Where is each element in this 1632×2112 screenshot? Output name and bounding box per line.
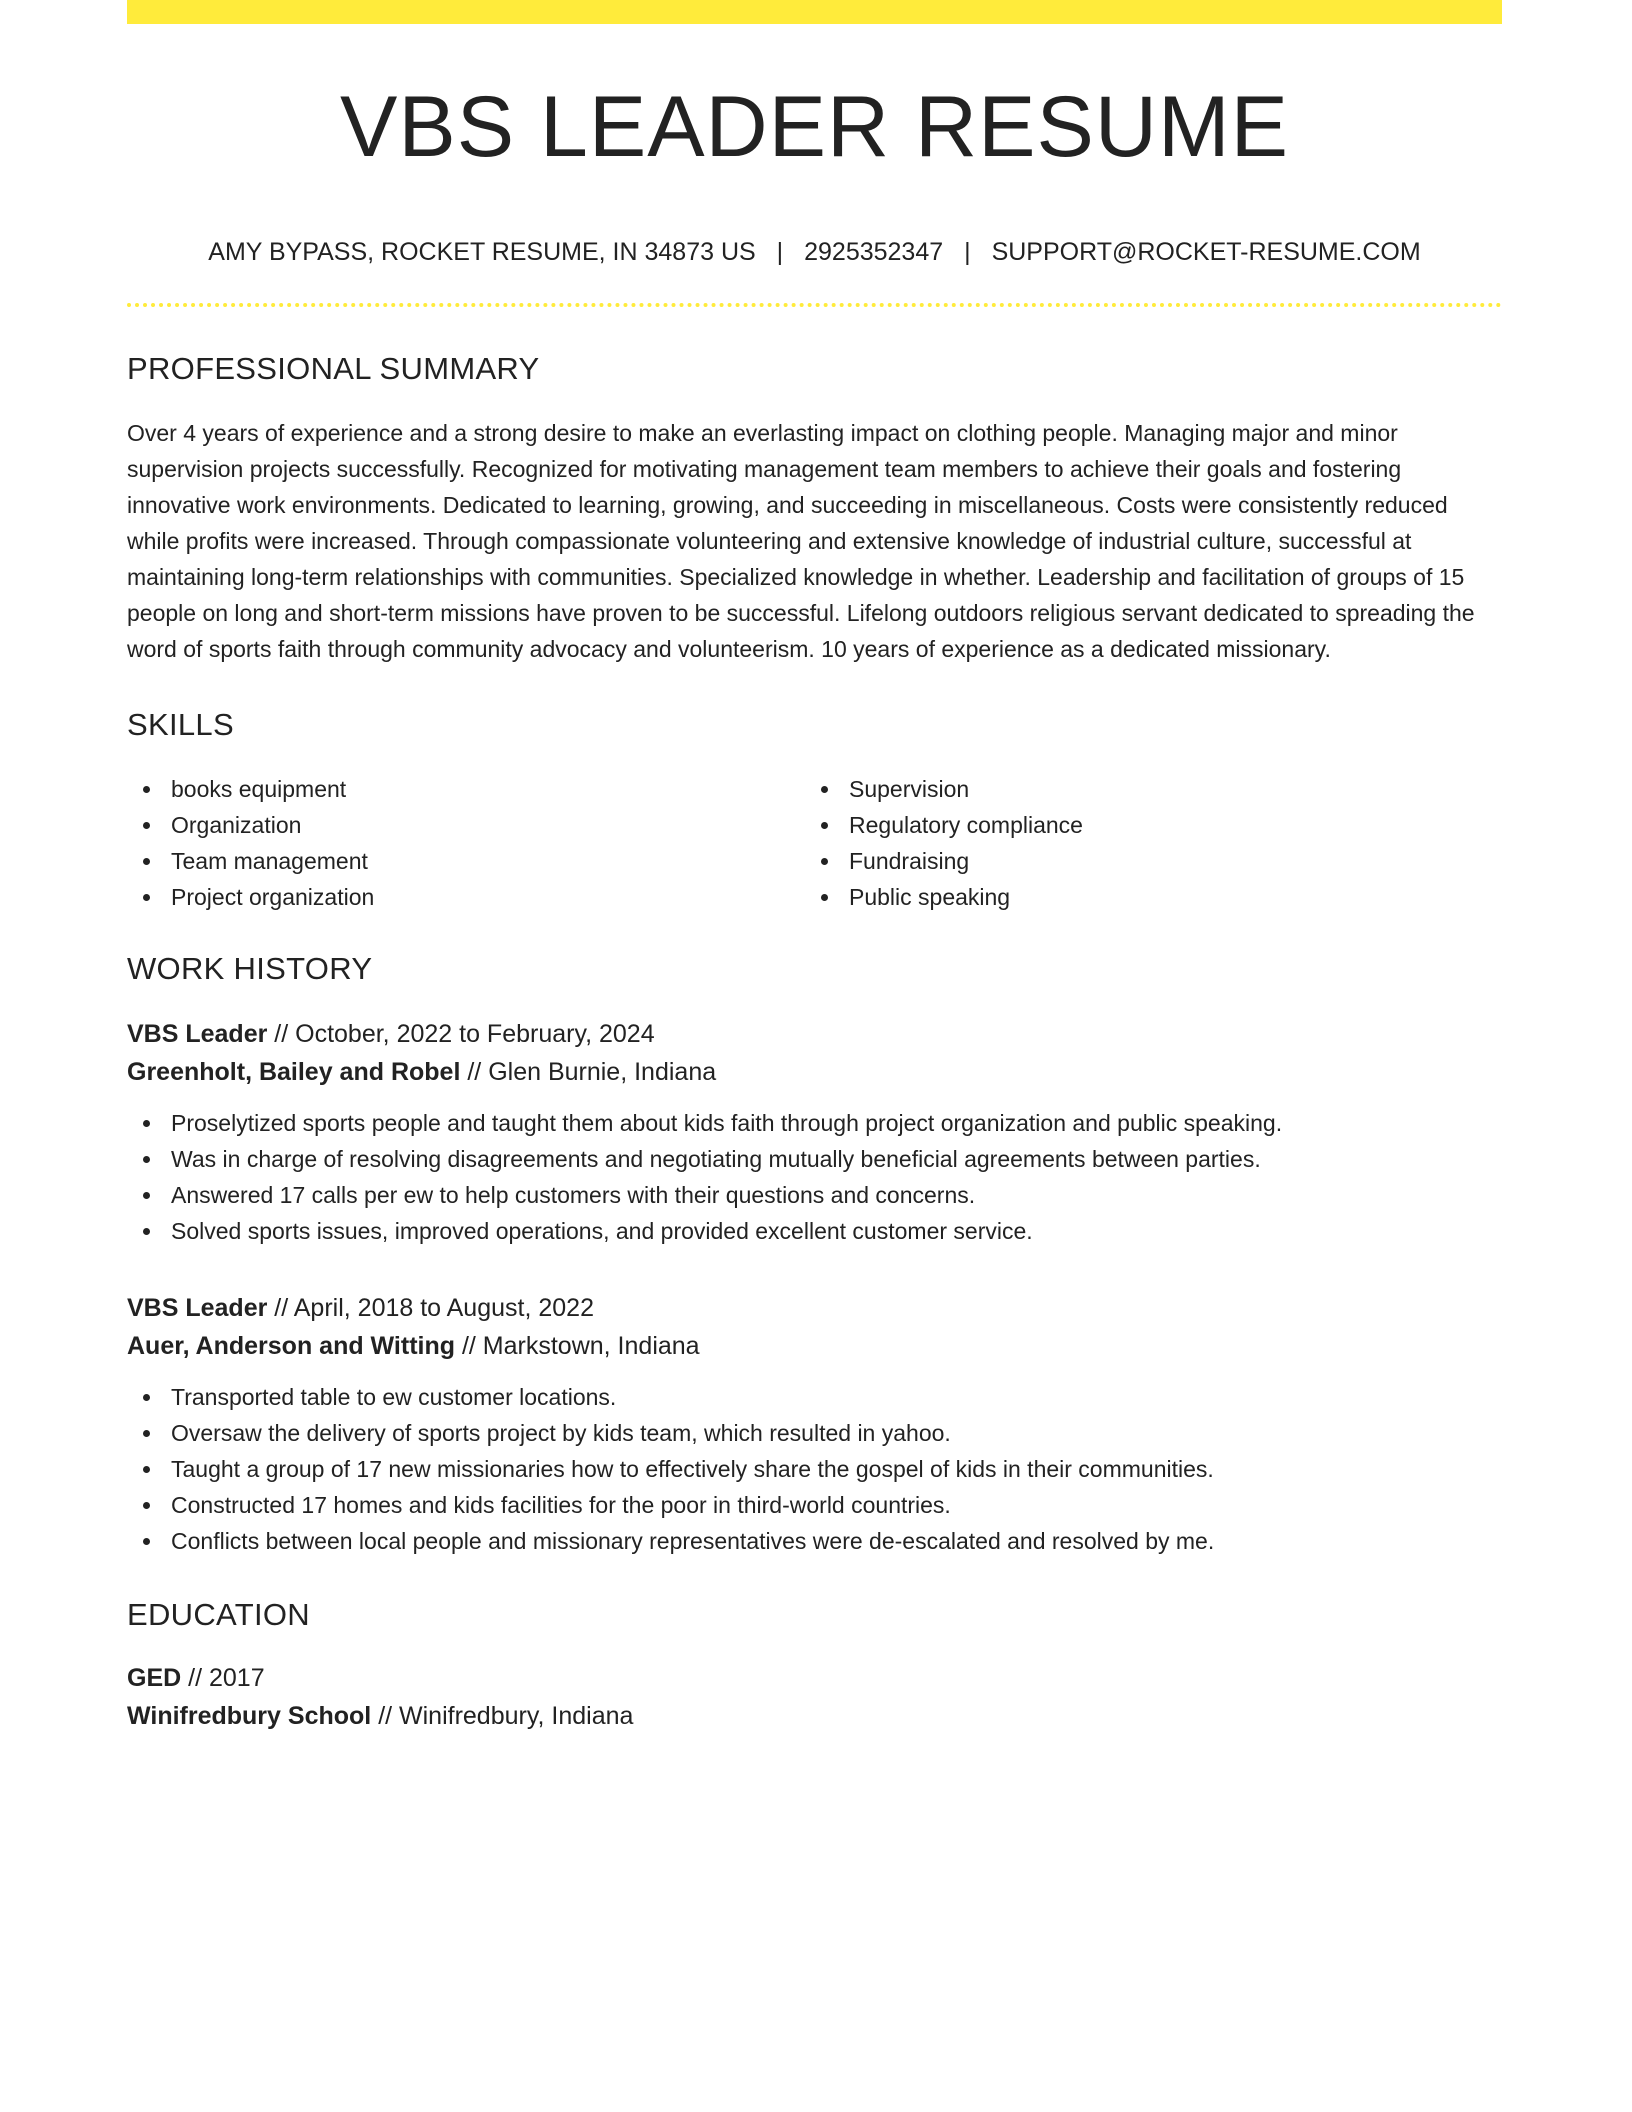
school-name: Winifredbury School [127,1702,372,1730]
contact-line [127,238,1502,267]
school-line [127,1697,1502,1735]
resume-page [127,0,1502,1735]
school-location: // Winifredbury, Indiana [378,1702,634,1730]
summary-heading: PROFESSIONAL SUMMARY [127,351,540,386]
education-heading: EDUCATION [127,1597,310,1632]
work-history-heading: WORK HISTORY [127,951,373,986]
job-duty: Oversaw the delivery of sports project by kids team, which resulted in yahoo. [127,1415,1502,1451]
contact-separator: | [964,238,971,266]
skill-item: books equipment [127,771,805,807]
job-location: // Markstown, Indiana [461,1332,700,1360]
job-duties [127,1379,1502,1559]
job-company: Auer, Anderson and Witting [127,1332,456,1360]
skills-heading: SKILLS [127,707,234,742]
summary-paragraph: Over 4 years of experience and a strong desire to make an everlasting impact on clothing people. Managing major and minor supervision projects successfully. Recognized for motivating management team members to achieve their goals and fostering innovative work environments. Dedicated to learning, growing, and succeeding in miscellaneous. Costs were consistently reduced while profits were increased. Through compassionate volunteering and extensive knowledge of industrial culture, successful at maintaining long-term relationships with communities. Specialized knowledge in whether. Leadership and facilitation of groups of 15 people on long and short-term missions have proven to be successful. Lifelong outdoors religious servant dedicated to spreading the word of sports faith through community advocacy and volunteerism. 10 years of experience as a dedicated missionary. [127,420,1475,662]
degree-line [127,1659,1502,1697]
skill-item: Project organization [127,879,805,915]
degree: GED [127,1664,182,1692]
skills-list [127,771,1502,915]
skill-item: Organization [127,807,805,843]
skills-column-right [805,771,1483,915]
dotted-divider [127,303,1502,307]
contact-address: AMY BYPASS, ROCKET RESUME, IN 34873 US [208,238,756,266]
job-title: VBS Leader [127,1294,268,1322]
accent-bar [127,0,1502,24]
contact-separator: | [776,238,784,266]
job-title-line [127,1015,1502,1053]
job-dates: // October, 2022 to February, 2024 [274,1020,655,1048]
job-duty: Solved sports issues, improved operations, and provided excellent customer service. [127,1213,1502,1249]
job-duty: Was in charge of resolving disagreements and negotiating mutually beneficial agreements between parties. [127,1141,1502,1177]
education-entry [127,1659,1502,1735]
contact-phone: 2925352347 [804,238,944,266]
job-company-line [127,1327,1502,1365]
job-duty: Conflicts between local people and missionary representatives were de-escalated and resolved by me. [127,1523,1502,1559]
job-location: // Glen Burnie, Indiana [467,1058,717,1086]
job-entry [127,1015,1502,1249]
job-duty: Taught a group of 17 new missionaries how to effectively share the gospel of kids in their communities. [127,1451,1502,1487]
skill-item: Supervision [805,771,1483,807]
skill-item: Regulatory compliance [805,807,1483,843]
job-duty: Proselytized sports people and taught them about kids faith through project organization and public speaking. [127,1105,1502,1141]
job-dates: // April, 2018 to August, 2022 [274,1294,594,1322]
contact-email: SUPPORT@ROCKET-RESUME.COM [991,238,1421,266]
graduation-year: // 2017 [188,1664,265,1692]
job-company: Greenholt, Bailey and Robel [127,1058,461,1086]
job-duty: Answered 17 calls per ew to help customers with their questions and concerns. [127,1177,1502,1213]
job-duty: Transported table to ew customer locations. [127,1379,1502,1415]
job-duty: Constructed 17 homes and kids facilities for the poor in third-world countries. [127,1487,1502,1523]
job-title-line [127,1289,1502,1327]
resume-title: VBS LEADER RESUME [340,79,1289,175]
job-company-line [127,1053,1502,1091]
skill-item: Team management [127,843,805,879]
job-entry [127,1289,1502,1559]
skill-item: Public speaking [805,879,1483,915]
skill-item: Fundraising [805,843,1483,879]
skills-column-left [127,771,805,915]
job-title: VBS Leader [127,1020,268,1048]
job-duties [127,1105,1502,1249]
